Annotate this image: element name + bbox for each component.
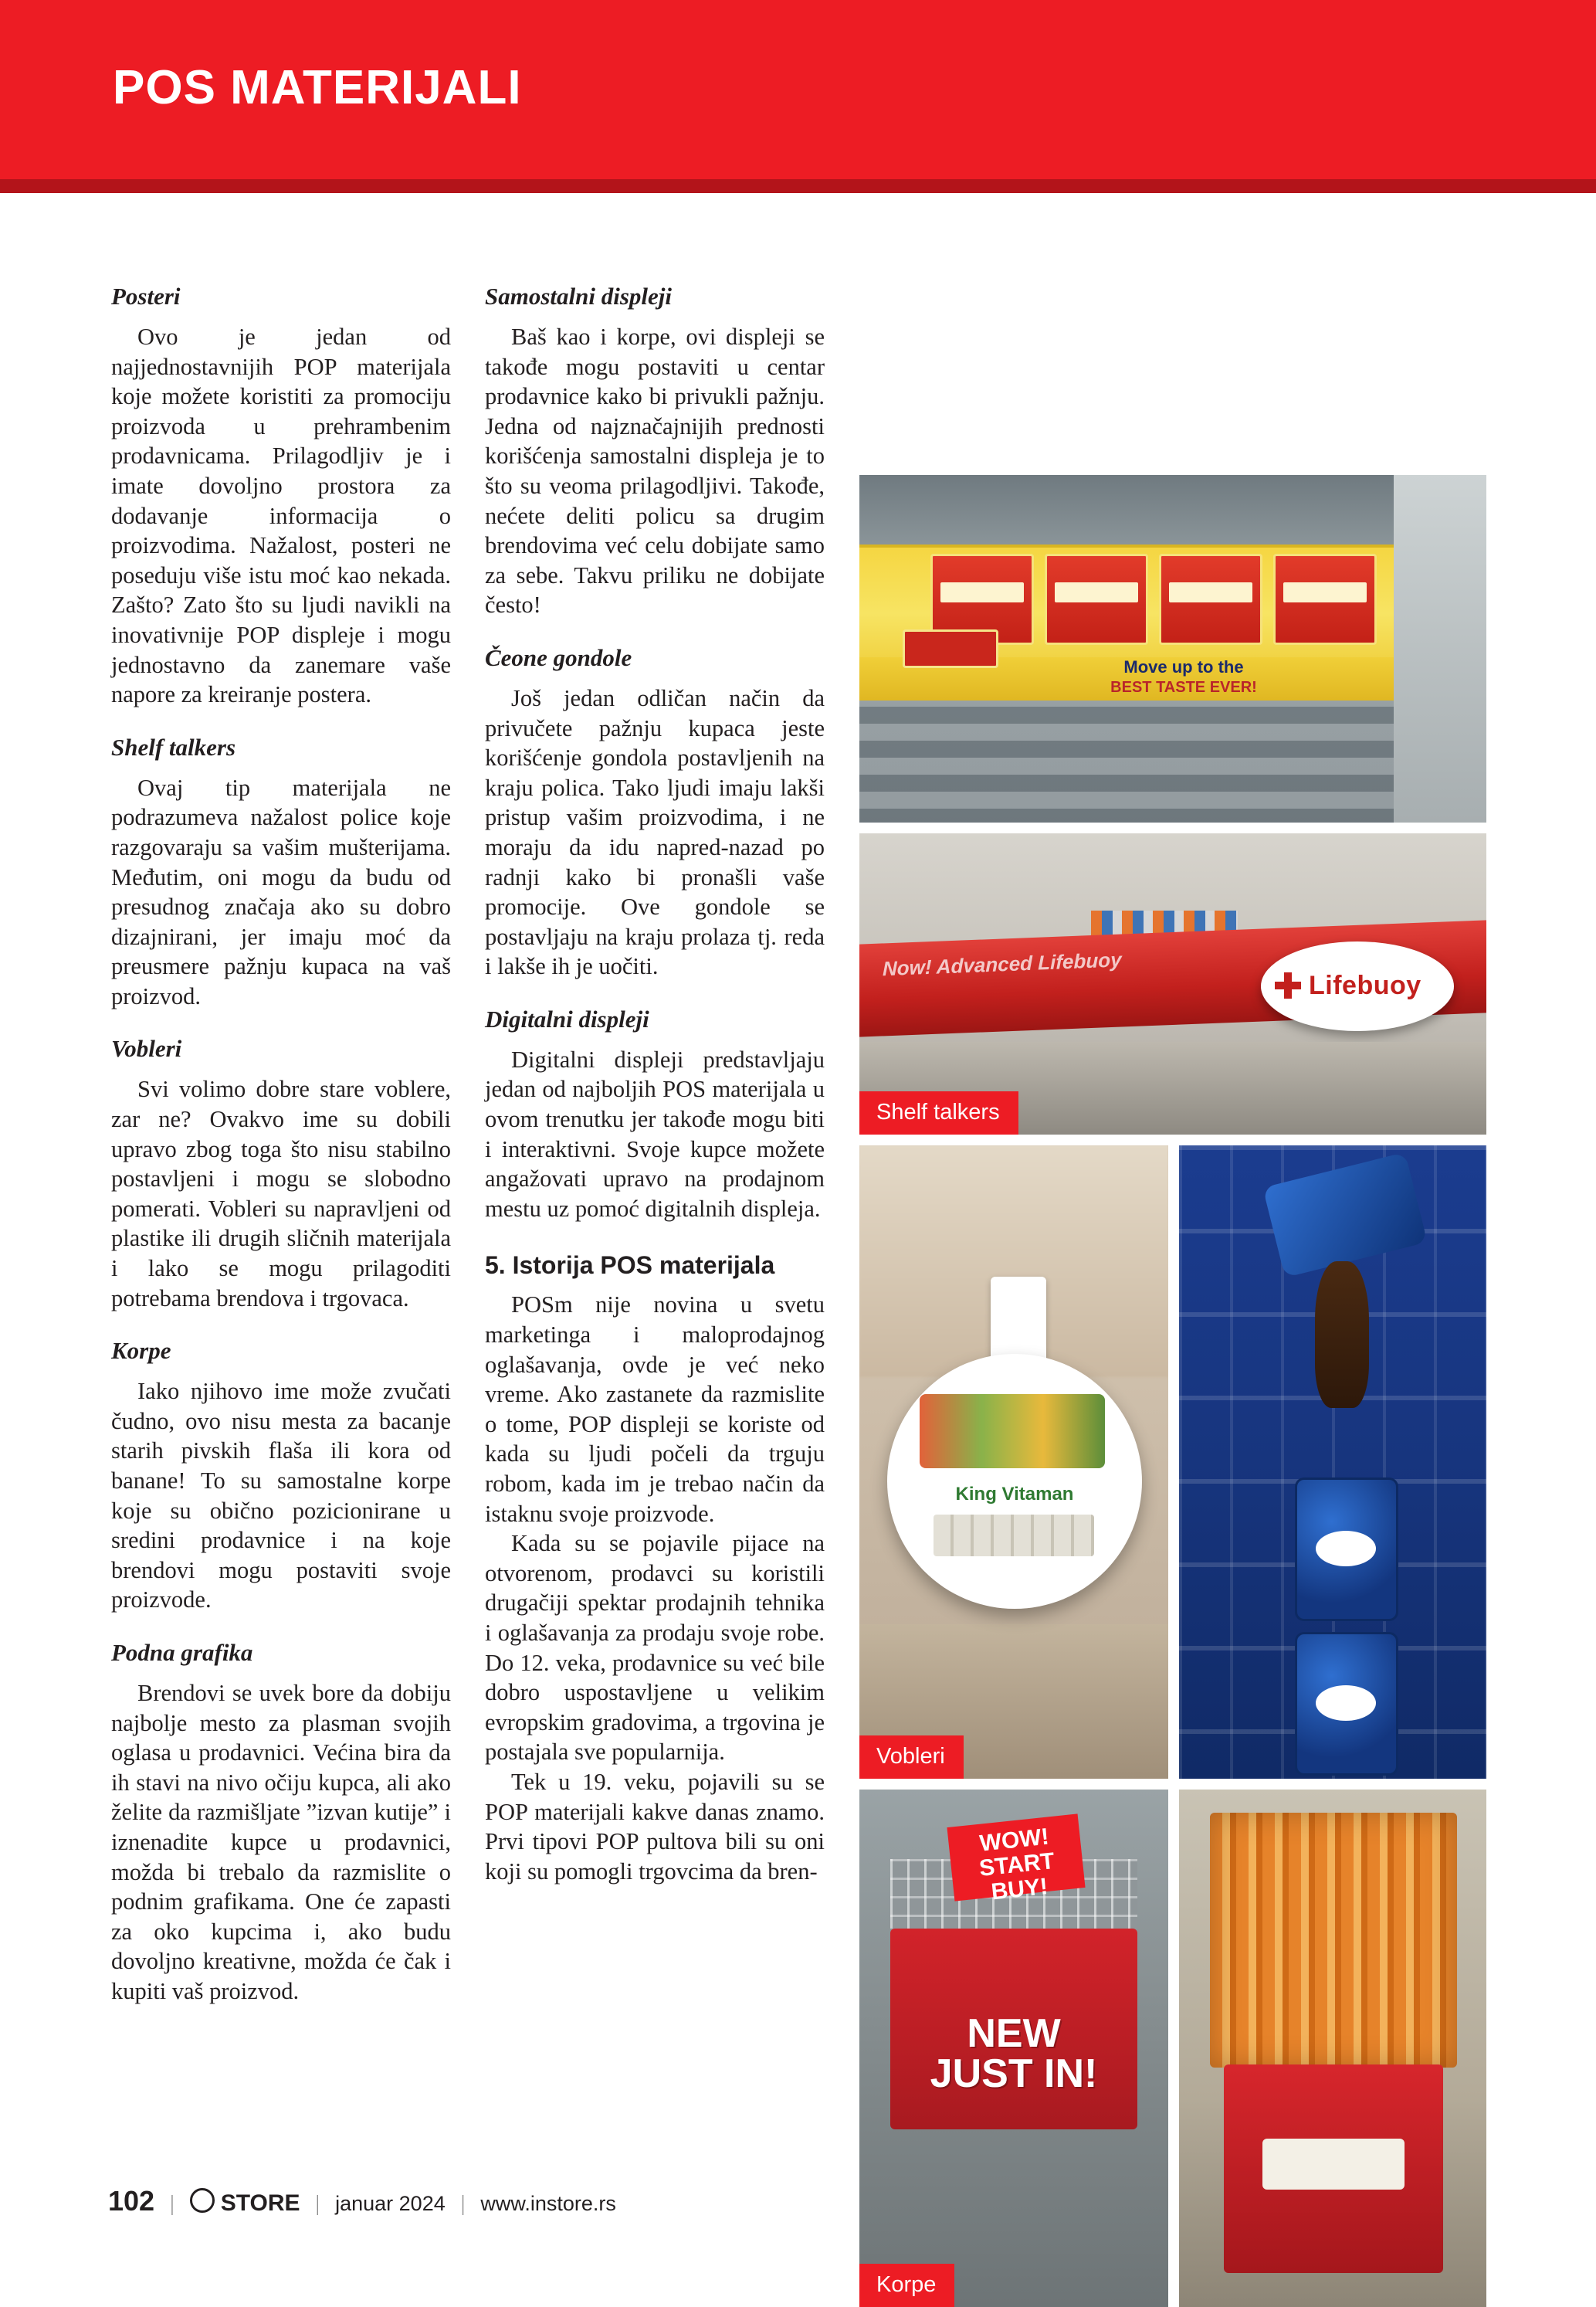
text-column-left xyxy=(111,282,451,2007)
paragraph: Ovaj tip materijala ne podrazumeva nažalost police koje razgovaraju sa vašim mušterijama. Međutim, oni mogu da budu od presudnog značaja ako su dobro dizajnirani, jer imaju moć da preusmere pažnju kupaca na vaš proizvod. xyxy=(111,774,451,1009)
slogan-line-1: Move up to the xyxy=(1123,657,1244,677)
page-footer xyxy=(0,2185,1596,2231)
page-header-banner xyxy=(0,0,1596,179)
stand-body xyxy=(1224,2064,1443,2273)
header-underline xyxy=(0,179,1596,193)
photo-caption-korpe: Korpe xyxy=(859,2264,954,2307)
brand-logo-plate xyxy=(1262,2139,1405,2190)
magazine-brand xyxy=(190,2186,300,2217)
page-title: POS MATERIJALI xyxy=(113,61,522,114)
page-number: 102 xyxy=(108,2185,155,2217)
slogan-line-2: BEST TASTE EVER! xyxy=(1110,679,1257,696)
vegetable-image xyxy=(920,1394,1105,1468)
tag-line-2: START xyxy=(978,1847,1056,1881)
display-slogan xyxy=(1022,657,1346,697)
pack-row-image xyxy=(934,1515,1094,1556)
paragraph: Još jedan odličan način da privučete pažnju kupaca jeste korišćenje gondola postavljenih na kraju polica. Tako ljudi imaju lakši pristup vašim proizvodima, i ne moraju da idu napred-nazad po radnji kako bi pronašli vaše promocije. Ove gondole se postavljaju na kraju prolaza tj. reda i lakše ih je uočiti. xyxy=(485,684,825,980)
photo-lipton-shelf-display xyxy=(859,475,1486,823)
basket-text xyxy=(890,2011,1137,2096)
paragraph: Brendovi se uvek bore da dobiju najbolje mesto za plasman svojih oglasa u prodavnici. Većina bira da ih stavi na nivo očiju kupca, ali ako želite da razmišljate ”izvan kutije” i iznenadite kupce u prodavnici, možda bi trebalo da razmislite o podnim grafikama. One će zapasti za oko kupcima i, ako budu dovoljno kreativne, možda će čak i kupiti vaš proizvod. xyxy=(111,1679,451,2004)
tag-line-1: WOW! xyxy=(978,1824,1051,1857)
shelf-rack-background xyxy=(859,707,1486,823)
section-subhead-ceone-gondole: Čeone gondole xyxy=(485,643,632,671)
cross-icon xyxy=(1275,972,1301,999)
paragraph: Digitalni displeji predstavljaju jedan od najboljih POS materijala u ovom trenutku jer takođe mogu biti i interaktivni. Svoje kupce možete angažovati upravo na prodajnom mestu uz pomoć digitalnih displeja. xyxy=(485,1046,825,1222)
photo-caption-shelf-talkers: Shelf talkers xyxy=(859,1091,1018,1135)
brand-name: STORE xyxy=(220,2190,300,2216)
card-title: King Vitaman xyxy=(955,1484,1074,1505)
section-subhead-posteri: Posteri xyxy=(111,283,181,310)
photo-pepsi-display xyxy=(1179,1145,1486,1779)
vobler-round-card xyxy=(887,1354,1142,1609)
footer-separator-1: | xyxy=(170,2192,175,2216)
paragraph: Tek u 19. veku, pojavili su se POP materijali kakve danas znamo. Prvi tipovi POP pultova bili su oni koji su pomogli trgovcima da bren- xyxy=(485,1768,825,1885)
photo-column xyxy=(859,475,1486,2307)
paragraph: Iako njihovo ime može zvučati čudno, ovo nisu mesta za bacanje starih pivskih flaša ili kora od banane! To su samostalne korpe koje su obično pozicionirane u sredini prodavnice i na koje brendovi mogu postaviti svoje proizvode. xyxy=(111,1378,451,1613)
section-subhead-korpe: Korpe xyxy=(111,1337,171,1365)
issue-date: januar 2024 xyxy=(335,2192,446,2215)
section-subhead-samostalni-displeji: Samostalni displeji xyxy=(485,283,673,310)
brand-label: Lifebuoy xyxy=(1309,971,1421,1000)
article-content xyxy=(0,193,1596,2297)
pepsi-can xyxy=(1295,1477,1398,1621)
basket-text-line-1: NEW xyxy=(967,2011,1061,2056)
cola-splash-graphic xyxy=(1315,1261,1369,1408)
photo-caption-vobleri: Vobleri xyxy=(859,1735,964,1779)
photo-right-edge xyxy=(1394,475,1486,823)
tag-line-3: BUY! xyxy=(990,1874,1049,1905)
rail-text: Now! Advanced Lifebuoy xyxy=(883,948,1122,981)
photo-vobler xyxy=(859,1145,1168,1779)
paragraph: Baš kao i korpe, ovi displeji se takođe mogu postaviti u centar prodavnice kako bi privukli pažnju. Jedna od najznačajnijih prednosti korišćenja samostalni displeja je to što su veoma prilagodljivi. Takođe, nećete deliti policu sa drugim brendovima već celu dobijate samo za sebe. Takvu priliku ne dobijate često! xyxy=(485,324,825,619)
candy-stack xyxy=(1210,1813,1457,2068)
section-subhead-podna-grafika: Podna grafika xyxy=(111,1638,253,1666)
pepsi-can xyxy=(1295,1632,1398,1776)
photo-lifebuoy-shelf-talker xyxy=(859,833,1486,1135)
paragraph: Ovo je jedan od najjednostavnijih POP materijala koje možete koristiti za promociju proizvoda u prehrambenim prodavnicama. Prilagodljiv je i imate dovoljno prostora za dodavanje informacija o proizvodima. Nažalost, posteri ne poseduju više istu moć kao nekada. Zašto? Zato što su ljudi navikli na inovativnije POP displeje i mogu jednostavno da zanemare vaše napore za kreiranje postera. xyxy=(111,324,451,708)
basket-text-line-2: JUST IN! xyxy=(930,2051,1098,2096)
paragraph: Kada su se pojavile pijace na otvorenom, prodavci su koristili drugačiji spektar prodajnih tehnika i oglašavanja za prodaju svoje robe. Do 12. veka, prodavnice su već bile dobro uspostavljene u velikim evropskim gradovima, a trgovina je postajala sve popularnija. xyxy=(485,1530,825,1766)
website-url: www.instore.rs xyxy=(480,2192,616,2215)
section-subhead-shelf-talkers: Shelf talkers xyxy=(111,733,236,761)
lifebuoy-logo-oval xyxy=(1261,941,1454,1031)
footer-separator-3: | xyxy=(460,2192,466,2216)
text-column-middle xyxy=(485,282,825,1886)
section-heading-istorija-pos: 5. Istorija POS materijala xyxy=(485,1251,775,1280)
lipton-logo xyxy=(903,629,998,668)
promo-basket xyxy=(890,1929,1137,2129)
paragraph: POSm nije novina u svetu marketinga i maloprodajnog oglašavanja, ovde je već neko vreme. Ako zastanete da razmislite o tome, POP displeji se koriste od kada su ljudi počeli da trguju robom, kada im je trebao način da istaknu svoje proizvode. xyxy=(485,1291,825,1527)
instore-logo-icon xyxy=(190,2188,215,2213)
footer-separator-2: | xyxy=(315,2192,320,2216)
paragraph: Svi volimo dobre stare voblere, zar ne? Ovakvo ime su dobili upravo zbog toga što nisu stabilno postavljeni i mogu se slobodno pomerati. Vobleri su napravljeni od plastike ili drugih sličnih materijala i lako se mogu prilagoditi potrebama brendova i trgovaca. xyxy=(111,1076,451,1311)
section-subhead-vobleri: Vobleri xyxy=(111,1035,182,1063)
promo-tag xyxy=(947,1813,1085,1905)
section-subhead-digitalni-displeji: Digitalni displeji xyxy=(485,1005,649,1033)
